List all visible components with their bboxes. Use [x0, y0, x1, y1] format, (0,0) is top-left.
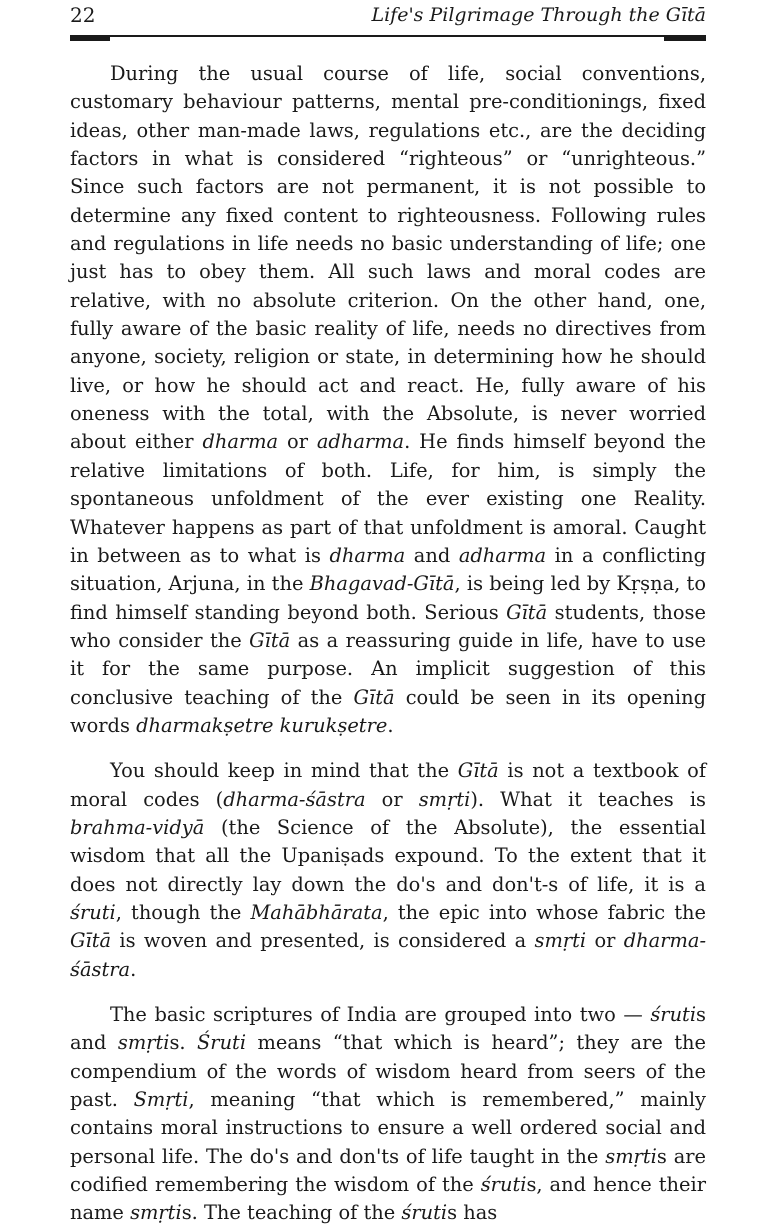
page-header — [70, 2, 710, 32]
text-run: s and — [70, 1003, 706, 1055]
italic-term: Bhagavad-Gītā — [309, 572, 455, 596]
paragraph — [70, 1001, 706, 1228]
italic-term: Mahābhārata — [250, 900, 383, 924]
italic-term: dharmakṣetre kurukṣetre — [136, 713, 388, 737]
text-run: . — [130, 957, 137, 981]
italic-term: śruti — [480, 1173, 527, 1197]
italic-term: dharma-śāstra — [70, 929, 706, 981]
text-run: and — [405, 543, 459, 567]
text-run: The basic scriptures of India are grouped into two — — [110, 1003, 651, 1026]
text-run: or — [278, 430, 317, 454]
body-text — [70, 60, 706, 1228]
italic-term: Gītā — [506, 600, 548, 624]
text-run: or — [586, 929, 624, 953]
text-run: s has — [447, 1201, 498, 1225]
text-run: as a reassuring guide in life, have to use it for the same purpose. An implicit suggestion of this conclusive teaching of the — [70, 628, 707, 709]
text-run: could be seen in its opening words — [70, 685, 707, 737]
header-rule — [70, 35, 706, 37]
text-run: s. — [169, 1031, 198, 1055]
text-run: is not a textbook of moral codes ( — [70, 759, 707, 811]
running-title: Life's Pilgrimage Through the Gītā — [371, 4, 706, 26]
italic-term: Śruti — [197, 1031, 247, 1055]
paragraph — [70, 60, 706, 740]
italic-term: dharma-śāstra — [223, 787, 366, 811]
text-run: s, and hence their name — [70, 1173, 706, 1225]
italic-term: Gītā — [457, 759, 499, 783]
text-run: , meaning “that which is remembered,” mainly contains moral instructions to ensure a well ordered social and personal life. The do's and don'ts of life taught in the — [70, 1088, 706, 1168]
text-run: . — [387, 713, 394, 737]
text-run: , the epic into whose fabric the — [382, 900, 706, 924]
italic-term: smṛti — [605, 1144, 657, 1168]
italic-term: adharma — [316, 430, 405, 454]
italic-term: śruti — [650, 1003, 697, 1026]
italic-term: Gītā — [249, 628, 291, 652]
italic-term: Gītā — [70, 929, 112, 953]
italic-term: smṛti — [130, 1201, 182, 1225]
italic-term: smṛti — [117, 1031, 170, 1055]
text-run: s. The teaching of the — [181, 1201, 402, 1225]
text-run: , is being led by Kṛṣṇa, to find himself standing beyond both. Serious — [70, 572, 706, 624]
italic-term: smṛti — [534, 929, 587, 953]
header-rule-right-bar — [664, 35, 706, 41]
text-run: students, those who consider the — [70, 600, 706, 652]
text-run: in a conflicting situation, Arjuna, in the — [70, 543, 706, 596]
italic-term: Gītā — [353, 685, 395, 709]
text-run: . He finds himself beyond the relative limitations of both. Life, for him, is simply the spontaneous unfoldment of the ever existing one Reality. Whatever happens as part of that unfoldment is amoral. Caught in between as to what is — [70, 430, 706, 567]
italic-term: dharma — [202, 430, 279, 454]
text-run: s are codified remembering the wisdom of the — [70, 1144, 706, 1197]
page-number: 22 — [70, 3, 96, 27]
text-run: (the Science of the Absolute), the essential wisdom that all the Upaniṣads expound. To the extent that it does not directly lay down the do's and don't-s of life, it is a — [70, 815, 706, 896]
italic-term: dharma — [329, 543, 406, 567]
text-run: or — [365, 787, 419, 811]
paragraph — [70, 757, 706, 984]
text-run: means “that which is heard”; they are the compendium of the words of wisdom heard from seers of the past. — [70, 1031, 706, 1112]
italic-term: śruti — [401, 1201, 448, 1225]
italic-term: brahma-vidyā — [70, 815, 205, 839]
text-run: ). What it teaches is — [470, 787, 707, 811]
text-run: , though the — [115, 900, 251, 924]
text-run: is woven and presented, is considered a — [111, 929, 535, 953]
text-run: You should keep in mind that the — [110, 759, 458, 783]
text-run: During the usual course of life, social conventions, customary behaviour patterns, mental pre-conditionings, fixed ideas, other man-made laws, regulations etc., are the deciding factors in what is considered “righteous” or “unrighteous.” Since such factors are not permanent, it is not possible to determine any fixed content to righteousness. Following rules and regulations in life needs no basic understanding of life; one just has to obey them. All such laws and moral codes are relative, with no absolute criterion. On the other hand, one, fully aware of the basic reality of life, needs no directives from anyone, society, religion or state, in determining how he should live, or how he should act and react. He, fully aware of his oneness with the total, with the Absolute, is never worried about either — [70, 62, 706, 454]
italic-term: adharma — [458, 543, 547, 567]
italic-term: smṛti — [418, 787, 471, 811]
header-rule-left-bar — [70, 36, 110, 41]
italic-term: Smṛti — [133, 1088, 189, 1112]
italic-term: śruti — [70, 900, 116, 924]
